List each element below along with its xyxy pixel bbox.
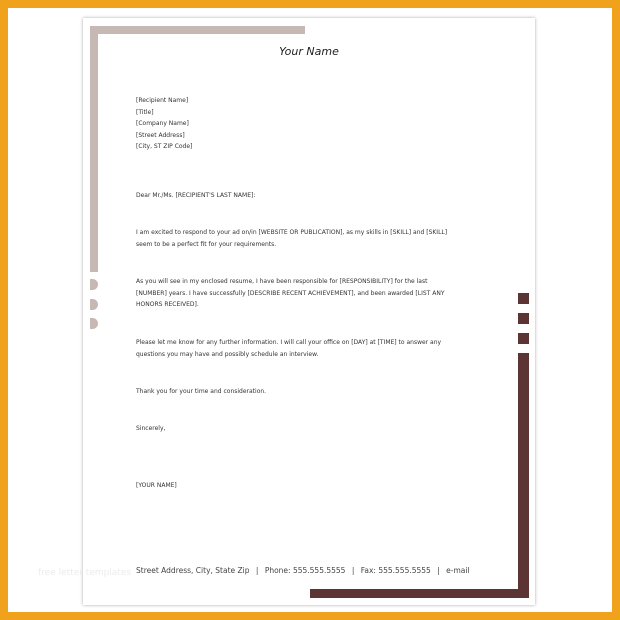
recipient-street: [Street Address] [136, 131, 185, 139]
paragraph-intro [136, 227, 447, 250]
footer-fax: Fax: 555.555.5555 [360, 566, 431, 575]
footer-separator: | [255, 566, 259, 575]
paragraph-line: questions you may have and possibly schedule an interview. [136, 350, 319, 358]
paragraph-follow-up [136, 337, 441, 360]
letter-title: Your Name [279, 45, 339, 58]
letter-footer [136, 566, 470, 575]
recipient-title: [Title] [136, 108, 154, 116]
paragraph-line: [NUMBER] years. I have successfully [DESCRIBE RECENT ACHIEVEMENT], and been awarded [LIST ANY [136, 289, 445, 297]
recipient-address [136, 95, 192, 153]
decor-grey-left-bar [90, 26, 98, 272]
paragraph-line: Please let me know for any further information. I will call your office on [DAY] at [TIME] to answer any [136, 339, 442, 346]
footer-address: Street Address, City, State Zip [136, 566, 250, 575]
thanks-line: Thank you for your time and consideration. [136, 388, 267, 395]
signature-name: [YOUR NAME] [136, 482, 177, 489]
footer-separator: | [351, 566, 355, 575]
paragraph-line: seem to be a perfect fit for your requirements. [136, 240, 277, 248]
decor-brown-bottom-bar [310, 589, 529, 598]
paragraph-line: As you will see in my enclosed resume, I have been responsible for [RESPONSIBILITY] for the last [136, 278, 428, 285]
closing: Sincerely, [136, 425, 166, 432]
decor-brown-square [518, 313, 529, 324]
footer-email: e-mail [446, 566, 470, 575]
decor-brown-right-bar [518, 353, 529, 598]
decor-grey-top-bar [90, 26, 305, 34]
paragraph-experience [136, 276, 445, 311]
paragraph-line: HONORS RECEIVED]. [136, 301, 199, 308]
salutation: Dear Mr./Ms. [RECIPIENT'S LAST NAME]: [136, 192, 256, 199]
decor-brown-square [518, 293, 529, 304]
decor-brown-square [518, 333, 529, 344]
footer-phone: Phone: 555.555.5555 [264, 566, 346, 575]
recipient-name: [Recipient Name] [136, 97, 189, 104]
recipient-company: [Company Name] [136, 120, 189, 127]
paragraph-line: I am excited to respond to your ad on/in [WEBSITE OR PUBLICATION], as my skills in [SKILL] and [SKILL] [136, 229, 448, 236]
footer-separator: | [437, 566, 440, 575]
watermark: free letter templates [38, 568, 132, 578]
recipient-city: [City, ST ZIP Code] [136, 143, 193, 150]
